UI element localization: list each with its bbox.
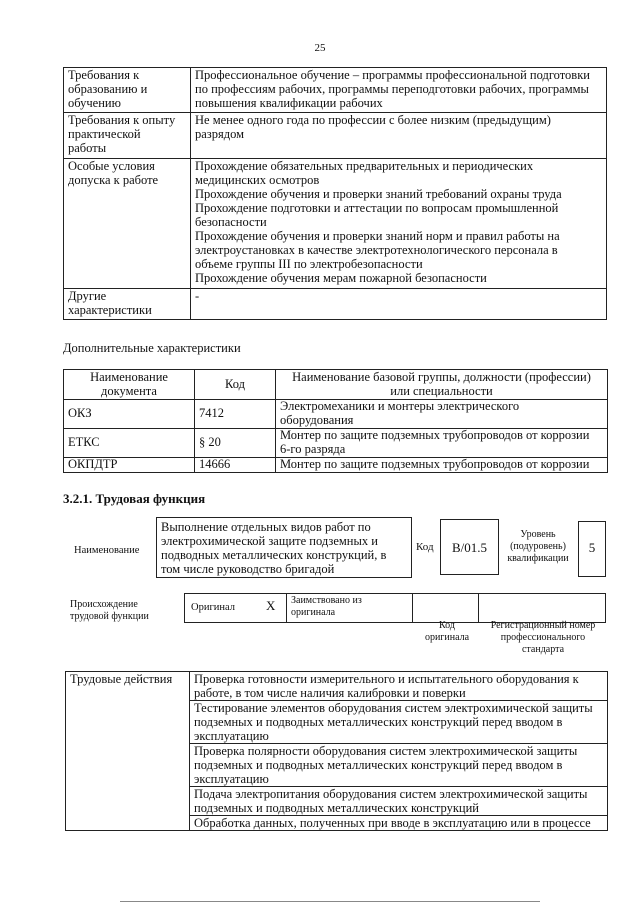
function-code-value: В/01.5: [440, 519, 499, 575]
text-line: Прохождение подготовки и аттестации по вопросам промышленной: [195, 201, 559, 215]
header-code: Код: [195, 370, 276, 400]
text-line: образованию и: [68, 82, 148, 96]
text-line: Требования к: [68, 68, 140, 82]
text-line: эксплуатацию: [194, 729, 269, 743]
text-line: подземных и подводных металлических конструкций перед вводом в: [194, 758, 563, 772]
requirement-value: [191, 113, 607, 159]
text-line: разрядом: [195, 127, 245, 141]
origin-divider-3: [478, 593, 479, 623]
requirement-label: [64, 159, 191, 289]
reg-caption: Регистрационный номер профессионального стандарта: [490, 620, 596, 655]
text-line: Профессиональное обучение – программы профессиональной подготовки: [195, 68, 590, 82]
text-line: безопасности: [195, 215, 267, 229]
extra-characteristics-table: [63, 369, 608, 473]
text-line: объеме группы III по электробезопасности: [195, 257, 423, 271]
requirement-label: [64, 68, 191, 113]
text-line: эксплуатацию: [194, 772, 269, 786]
text-line: 6-го разряда: [280, 441, 346, 456]
text-line: Особые условия: [68, 159, 155, 173]
text-line: характеристики: [68, 303, 152, 317]
function-name-label: Наименование: [74, 545, 140, 556]
labor-action-row: [66, 672, 608, 701]
text-line: Прохождение обучения мерам пожарной безопасности: [195, 271, 487, 285]
level-label: Уровень (подуровень) квалификации: [507, 529, 569, 564]
header-document: Наименование документа: [64, 370, 195, 400]
text-line: Монтер по защите подземных трубопроводов от коррозии: [280, 428, 590, 442]
requirement-row: [64, 159, 607, 289]
origin-divider-2: [412, 593, 413, 623]
extra-characteristics-title: Дополнительные характеристики: [63, 341, 241, 355]
original-label: Оригинал: [191, 602, 235, 613]
extra-doc: ЕТКС: [64, 429, 195, 458]
text-line: подземных и подводных металлических конструкций перед вводом в: [194, 715, 563, 729]
extra-name: [276, 458, 608, 473]
text-line: обучению: [68, 96, 121, 110]
extra-doc: ОКПДТР: [64, 458, 195, 473]
extra-name: [276, 429, 608, 458]
extra-code: § 20: [195, 429, 276, 458]
extra-code: 14666: [195, 458, 276, 473]
text-line: Прохождение обучения и проверки знаний норм и правил работы на: [195, 229, 560, 243]
level-value: 5: [578, 521, 606, 577]
origin-divider-1: [286, 593, 287, 623]
requirements-table: [63, 67, 607, 320]
text-line: -: [195, 289, 200, 303]
requirement-row: [64, 113, 607, 159]
text-line: по профессиям рабочих, программы переподготовки рабочих, программы: [195, 82, 589, 96]
requirement-row: [64, 289, 607, 320]
text-line: Подача электропитания оборудования систем электрохимической защиты: [194, 787, 588, 801]
extra-name: [276, 400, 608, 429]
header-name: Наименование базовой группы, должности (профессии) или специальности: [276, 370, 608, 400]
requirement-value: [191, 68, 607, 113]
text-line: Монтер по защите подземных трубопроводов от коррозии: [280, 457, 590, 471]
labor-action-item: [190, 744, 608, 787]
text-line: электроустановках в качестве электротехнологического персонала в: [195, 243, 558, 257]
labor-actions-label: Трудовые действия: [66, 672, 190, 831]
page-bottom-edge: [120, 901, 540, 902]
requirement-row: [64, 68, 607, 113]
text-line: работе, в том числе наличия калибровки и поверки: [194, 686, 466, 700]
page-number: 25: [314, 42, 326, 54]
text-line: Прохождение обязательных предварительных и периодических: [195, 159, 534, 173]
text-line: Проверка готовности измерительного и испытательного оборудования к: [194, 672, 579, 686]
text-line: Обработка данных, полученных при вводе в эксплуатацию или в процессе: [194, 816, 591, 830]
text-line: Требования к опыту: [68, 113, 176, 127]
text-line: Электромеханики и монтеры электрического: [280, 399, 520, 413]
text-line: медицинских осмотров: [195, 173, 320, 187]
labor-action-item: [190, 672, 608, 701]
labor-action-item: [190, 816, 608, 831]
text-line: оборудования: [280, 412, 354, 427]
requirement-value: [191, 159, 607, 289]
text-line: работы: [68, 141, 107, 155]
function-name-value: Выполнение отдельных видов работ по электрохимической защите подземных и подводных металлических конструкций, в том числе руководство бригадой: [156, 517, 412, 578]
text-line: повышения квалификации рабочих: [195, 96, 383, 110]
extra-code: 7412: [195, 400, 276, 429]
origin-box: [184, 593, 606, 623]
text-line: Не менее одного года по профессии с более низким (предыдущим): [195, 113, 551, 127]
requirement-label: [64, 289, 191, 320]
labor-action-item: [190, 787, 608, 816]
function-code-label: Код: [416, 541, 434, 553]
borrowed-label: Заимствовано из оригинала: [291, 595, 362, 618]
text-line: практической: [68, 127, 141, 141]
labor-actions-table: [65, 671, 608, 831]
code-caption: Код оригинала: [424, 620, 470, 643]
function-heading: 3.2.1. Трудовая функция: [63, 491, 206, 506]
requirement-label: [64, 113, 191, 159]
extra-doc: ОКЗ: [64, 400, 195, 429]
text-line: Проверка полярности оборудования систем электрохимической защиты: [194, 744, 578, 758]
text-line: Тестирование элементов оборудования систем электрохимической защиты: [194, 701, 593, 715]
text-line: Прохождение обучения и проверки знаний требований охраны труда: [195, 187, 562, 201]
original-mark: X: [266, 598, 276, 613]
requirement-value: [191, 289, 607, 320]
extra-row: [64, 429, 608, 458]
text-line: подземных и подводных металлических конструкций: [194, 801, 479, 815]
labor-action-item: [190, 701, 608, 744]
origin-label: Происхождение трудовой функции: [70, 599, 149, 622]
extra-row: [64, 458, 608, 473]
extra-row: [64, 400, 608, 429]
text-line: Другие: [68, 289, 107, 303]
text-line: допуска к работе: [68, 173, 159, 187]
